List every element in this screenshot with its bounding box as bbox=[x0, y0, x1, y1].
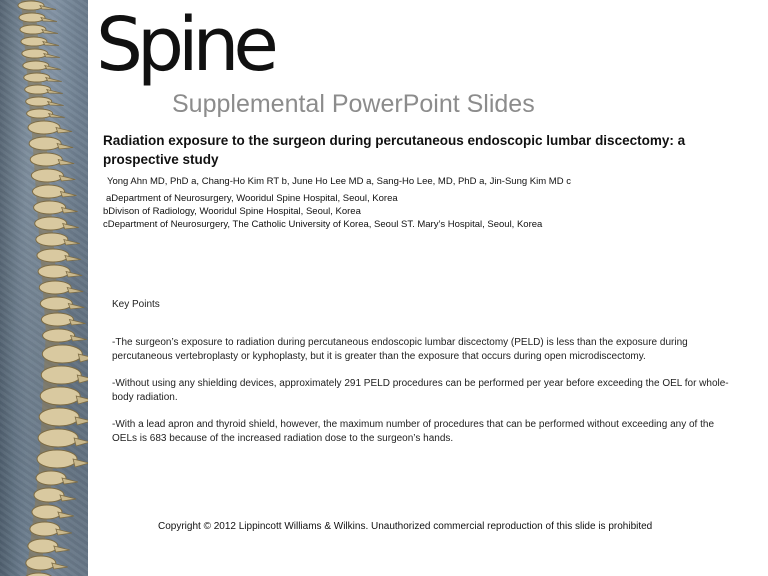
vertebra bbox=[35, 217, 79, 230]
key-point-1: -The surgeon’s exposure to radiation during percutaneous endoscopic lumbar discectomy (PELD) is less than the exposure during percutaneous vertebroplasty or kyphoplasty, but it is greater than the exposure that occurs during open microdiscectomy. bbox=[112, 337, 688, 362]
key-points-section bbox=[112, 298, 732, 459]
vertebra bbox=[30, 522, 72, 536]
key-point-2: -Without using any shielding devices, approximately 291 PELD procedures can be performed per year before exceeding the OEL for whole-body radiation. bbox=[112, 378, 729, 403]
vertebra bbox=[39, 281, 83, 294]
key-point-3: -With a lead apron and thyroid shield, however, the maximum number of procedures that can be performed without exceeding any of the OELs is 683 because of the increased radiation dose to the surgeon’s hands. bbox=[112, 419, 715, 444]
vertebra bbox=[41, 313, 85, 326]
vertebra bbox=[40, 297, 84, 310]
vertebra bbox=[43, 329, 87, 342]
vertebra bbox=[23, 61, 61, 70]
vertebra bbox=[36, 471, 78, 485]
vertebra bbox=[38, 429, 88, 447]
vertebra bbox=[19, 13, 57, 22]
copyright-notice: Copyright © 2012 Lippincott Williams & Wilkins. Unauthorized commercial reproduction of this slide is prohibited bbox=[158, 521, 653, 532]
vertebra bbox=[37, 450, 88, 468]
vertebra bbox=[21, 37, 59, 46]
vertebra bbox=[40, 387, 88, 405]
vertebra bbox=[27, 109, 65, 118]
vertebra bbox=[42, 345, 88, 363]
affiliation-c: cDepartment of Neurosurgery, The Catholic University of Korea, Seoul ST. Mary’s Hospital, Seoul, Korea bbox=[103, 219, 543, 230]
affiliation-b: bDivison of Radiology, Wooridul Spine Hospital, Seoul, Korea bbox=[103, 206, 361, 217]
vertebra bbox=[22, 49, 60, 58]
article-title: Radiation exposure to the surgeon during percutaneous endoscopic lumbar discectomy: a prospective study bbox=[103, 133, 686, 167]
spine-illustration bbox=[0, 0, 88, 576]
vertebra bbox=[26, 556, 68, 570]
vertebra bbox=[37, 249, 81, 262]
vertebra bbox=[28, 539, 70, 553]
vertebra bbox=[41, 366, 88, 384]
key-points-heading: Key Points bbox=[112, 299, 160, 310]
vertebra bbox=[26, 97, 64, 106]
vertebra bbox=[36, 233, 80, 246]
vertebra bbox=[25, 85, 63, 94]
spine-sidebar-image bbox=[0, 0, 88, 576]
vertebra bbox=[38, 265, 82, 278]
author-list: Yong Ahn MD, PhD a, Chang-Ho Kim RT b, June Ho Lee MD a, Sang-Ho Lee, MD, PhD a, Jin-Sung Kim MD c bbox=[107, 176, 571, 187]
vertebra bbox=[39, 408, 88, 426]
vertebra bbox=[28, 121, 72, 134]
vertebra bbox=[29, 137, 73, 150]
vertebra bbox=[24, 73, 62, 82]
slide-subtitle: Supplemental PowerPoint Slides bbox=[172, 90, 535, 118]
spine-logo: Spine bbox=[96, 2, 273, 88]
vertebra bbox=[20, 25, 58, 34]
affiliation-a: aDepartment of Neurosurgery, Wooridul Spine Hospital, Seoul, Korea bbox=[106, 193, 398, 204]
vertebra bbox=[18, 1, 56, 10]
vertebra bbox=[30, 153, 74, 166]
vertebra bbox=[31, 169, 75, 182]
vertebra bbox=[32, 185, 76, 198]
vertebra bbox=[32, 505, 74, 519]
vertebra bbox=[34, 201, 78, 214]
vertebra bbox=[34, 488, 76, 502]
